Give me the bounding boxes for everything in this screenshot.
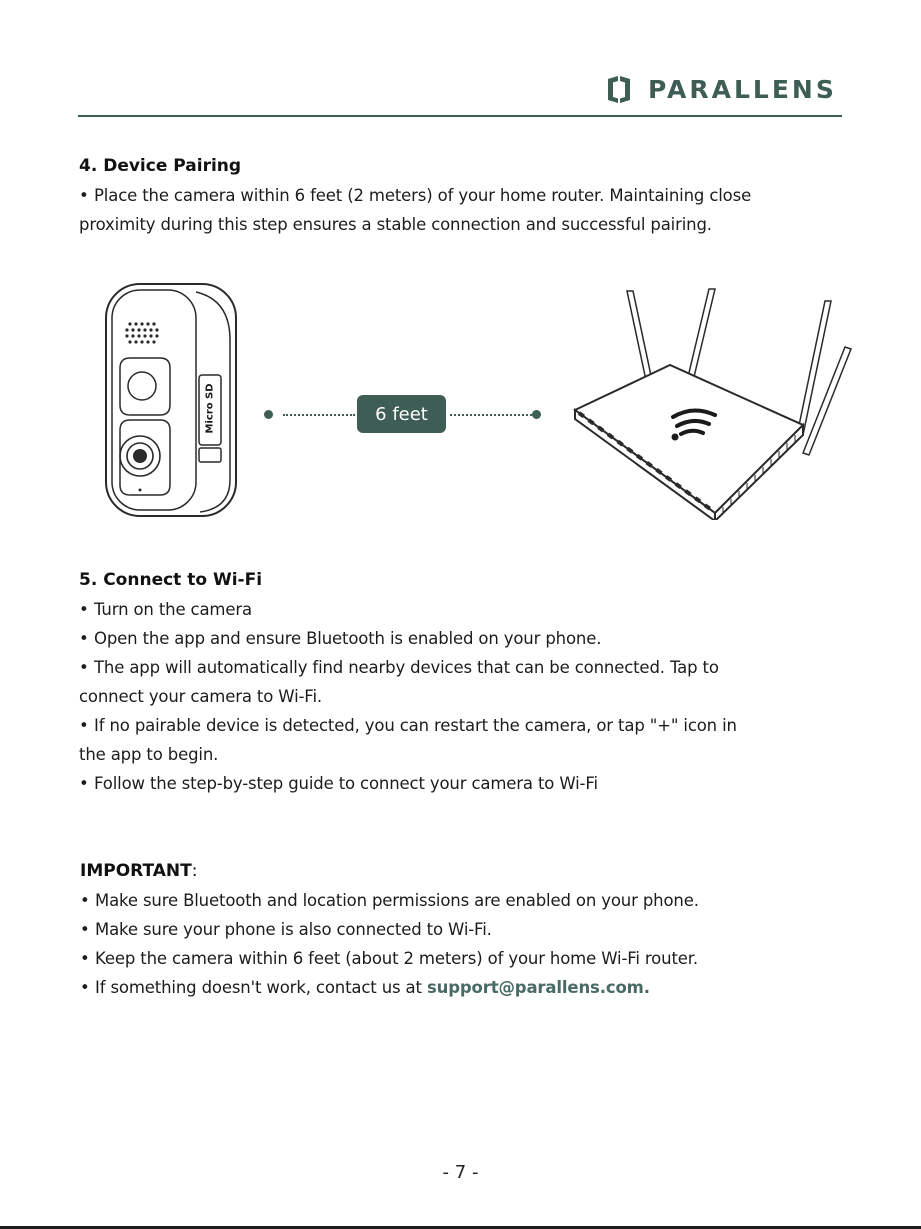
section-heading-connect-wifi: 5. Connect to Wi-Fi: [79, 570, 263, 590]
header-divider: [78, 115, 842, 117]
bullet-line: • Follow the step-by-step guide to connect your camera to Wi-Fi: [79, 774, 598, 793]
important-notes: [80, 886, 850, 1002]
continuation-line: connect your camera to Wi-Fi.: [79, 687, 322, 706]
bullet-line: • If no pairable device is detected, you can restart the camera, or tap "+" icon in: [79, 716, 737, 735]
distance-line-right: [450, 414, 532, 416]
distance-label: 6 feet: [357, 395, 446, 433]
bullet-line: • The app will automatically find nearby devices that can be connected. Tap to: [79, 658, 719, 677]
bullet-line: • If something doesn't work, contact us at support@parallens.com.: [80, 978, 650, 997]
camera-illustration: [100, 280, 242, 520]
distance-line-left: [283, 414, 355, 416]
bullet-line: • Make sure your phone is also connected to Wi-Fi.: [80, 920, 492, 939]
bullet-line: • Turn on the camera: [79, 600, 252, 619]
page-number: - 7 -: [442, 1162, 479, 1183]
parallens-logo-icon: [604, 73, 634, 105]
microsd-label: Micro SD: [204, 383, 216, 434]
continuation-line: proximity during this step ensures a stable connection and successful pairing.: [79, 215, 712, 234]
bullet-line: • Keep the camera within 6 feet (about 2 meters) of your home Wi-Fi router.: [80, 949, 698, 968]
brand-name: PARALLENS: [648, 74, 837, 104]
router-illustration: [565, 285, 855, 520]
bullet-line: • Make sure Bluetooth and location permissions are enabled on your phone.: [80, 891, 699, 910]
brand-logo: [604, 70, 837, 108]
distance-end-dot: [532, 410, 541, 419]
section-heading-device-pairing: 4. Device Pairing: [79, 156, 242, 176]
important-heading: IMPORTANT:: [80, 861, 198, 881]
continuation-line: the app to begin.: [79, 745, 219, 764]
support-email-link[interactable]: support@parallens.com.: [426, 978, 650, 997]
paragraph-device-pairing: [79, 181, 849, 239]
paragraph-connect-wifi: [79, 595, 849, 798]
bullet-line: • Place the camera within 6 feet (2 meters) of your home router. Maintaining close: [79, 186, 752, 205]
bullet-line: • Open the app and ensure Bluetooth is enabled on your phone.: [79, 629, 602, 648]
distance-start-dot: [264, 410, 273, 419]
